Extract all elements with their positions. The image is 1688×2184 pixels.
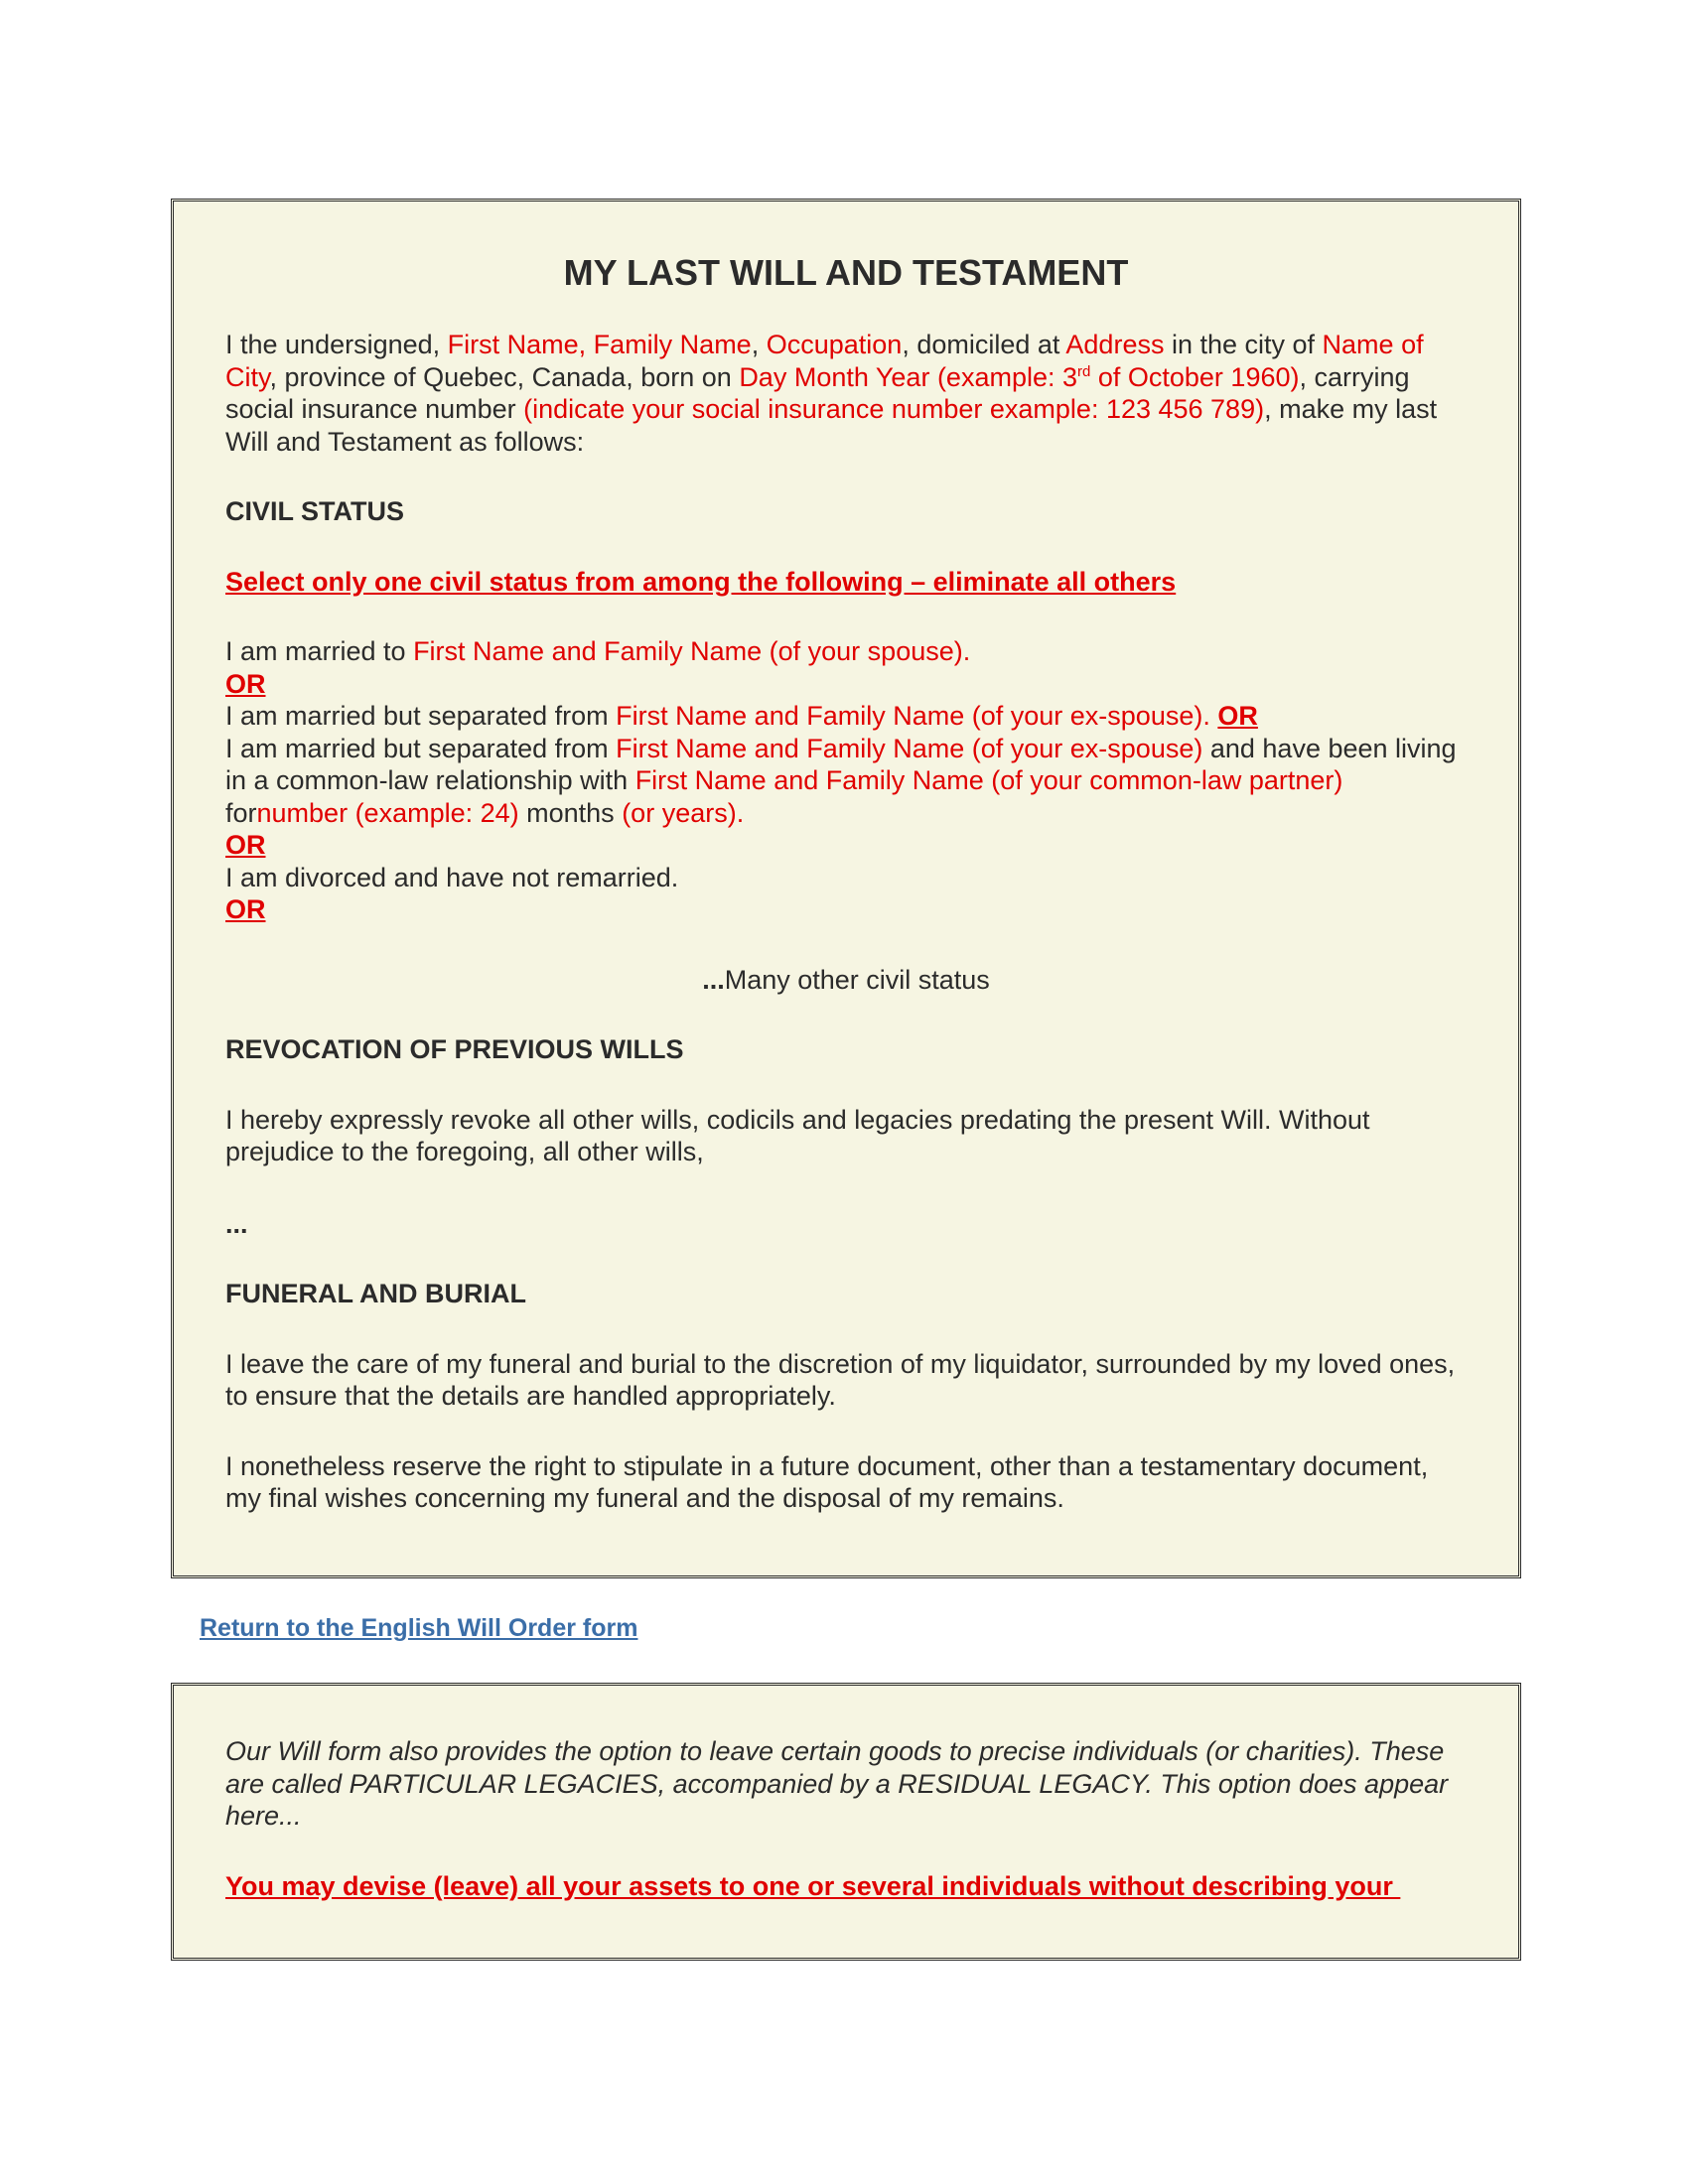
legacies-info-text: Our Will form also provides the option to leave certain goods to precise individuals (or charities). These are called PARTICULAR LEGACIES, accompanied by a RESIDUAL LEGACY. This option does appear here... <box>225 1736 1449 1831</box>
birthdate-text: of October 1960) <box>1090 361 1300 392</box>
intro-text: , make my last Will and Testament as follows: <box>225 394 1438 457</box>
birthdate-text: Day Month Year (example: 3 <box>739 361 1078 392</box>
civil-option-separated <box>225 700 1467 733</box>
civil-status-heading: CIVIL STATUS <box>225 496 405 526</box>
funeral-paragraph-1: I leave the care of my funeral and burial to the discretion of my liquidator, surrounded by my loved ones, to ensure that the details are handled appropriately. <box>225 1348 1456 1411</box>
intro-text: , province of Quebec, Canada, born on <box>269 361 740 392</box>
legacies-callout: You may devise (leave) all your assets to one or several individuals without describing your <box>225 1870 1401 1901</box>
option-text: I am married but separated from <box>225 701 617 731</box>
will-document-box <box>171 199 1521 1578</box>
funeral-heading: FUNERAL AND BURIAL <box>225 1279 526 1308</box>
or-separator: OR <box>225 668 266 699</box>
option-text: for <box>225 797 257 828</box>
birthdate-placeholder <box>739 362 1299 392</box>
more-civil-status-note <box>225 964 1467 997</box>
or-separator: OR <box>225 830 266 860</box>
option-text: I am married to <box>225 636 414 666</box>
option-text: I am married but separated from <box>225 733 617 763</box>
return-to-order-form-link[interactable]: Return to the English Will Order form <box>200 1614 638 1642</box>
document-title: MY LAST WILL AND TESTAMENT <box>563 252 1129 293</box>
ex-spouse-placeholder: First Name and Family Name (of your ex-spouse) <box>616 733 1203 763</box>
legacies-info-box <box>171 1683 1521 1961</box>
civil-status-instruction: Select only one civil status from among the following – eliminate all others <box>225 566 1177 597</box>
option-text: I am divorced and have not remarried. <box>225 862 679 892</box>
ex-spouse-placeholder: First Name and Family Name (of your ex-spouse) <box>616 701 1203 731</box>
intro-text: , <box>751 330 767 359</box>
civil-option-married <box>225 635 1467 700</box>
section-ellipsis: ... <box>225 1208 248 1239</box>
revocation-paragraph: I hereby expressly revoke all other wills, codicils and legacies predating the present Will. Without prejudice to the foregoing, all other wills, <box>225 1104 1370 1166</box>
intro-paragraph <box>225 329 1467 458</box>
city-placeholder: Name of City <box>225 330 1424 392</box>
intro-text: , domiciled at <box>902 330 1066 359</box>
more-text: Many other civil status <box>724 964 990 995</box>
duration-placeholder: number (example: 24) <box>256 797 519 828</box>
option-text: . <box>962 636 971 666</box>
intro-text: I the undersigned, <box>225 330 448 359</box>
partner-placeholder: First Name and Family Name (of your common-law partner) <box>634 765 1343 795</box>
option-text: and have been living in a common-law relationship with <box>225 733 1457 795</box>
years-placeholder: (or years) <box>622 797 737 828</box>
intro-text: , carrying social insurance number <box>225 361 1410 424</box>
funeral-paragraph-2: I nonetheless reserve the right to stipulate in a future document, other than a testamentary document, my final wishes concerning my funeral and the disposal of my remains. <box>225 1450 1429 1513</box>
ellipsis: ... <box>702 964 725 995</box>
option-text: . <box>1202 701 1218 731</box>
or-separator: OR <box>225 894 266 924</box>
sin-placeholder: (indicate your social insurance number example: 123 456 789) <box>523 394 1265 424</box>
name-placeholder: First Name, Family Name <box>447 330 752 359</box>
address-placeholder: Address <box>1065 330 1165 359</box>
ordinal-suffix: rd <box>1077 362 1091 380</box>
option-text: months <box>518 797 623 828</box>
or-separator: OR <box>1217 701 1258 731</box>
civil-option-common-law <box>225 733 1467 862</box>
intro-text: in the city of <box>1164 330 1323 359</box>
option-text: . <box>736 797 745 828</box>
revocation-heading: REVOCATION OF PREVIOUS WILLS <box>225 1034 684 1064</box>
spouse-placeholder: First Name and Family Name (of your spouse) <box>413 636 963 666</box>
occupation-placeholder: Occupation <box>766 330 903 359</box>
civil-option-divorced <box>225 862 1467 926</box>
